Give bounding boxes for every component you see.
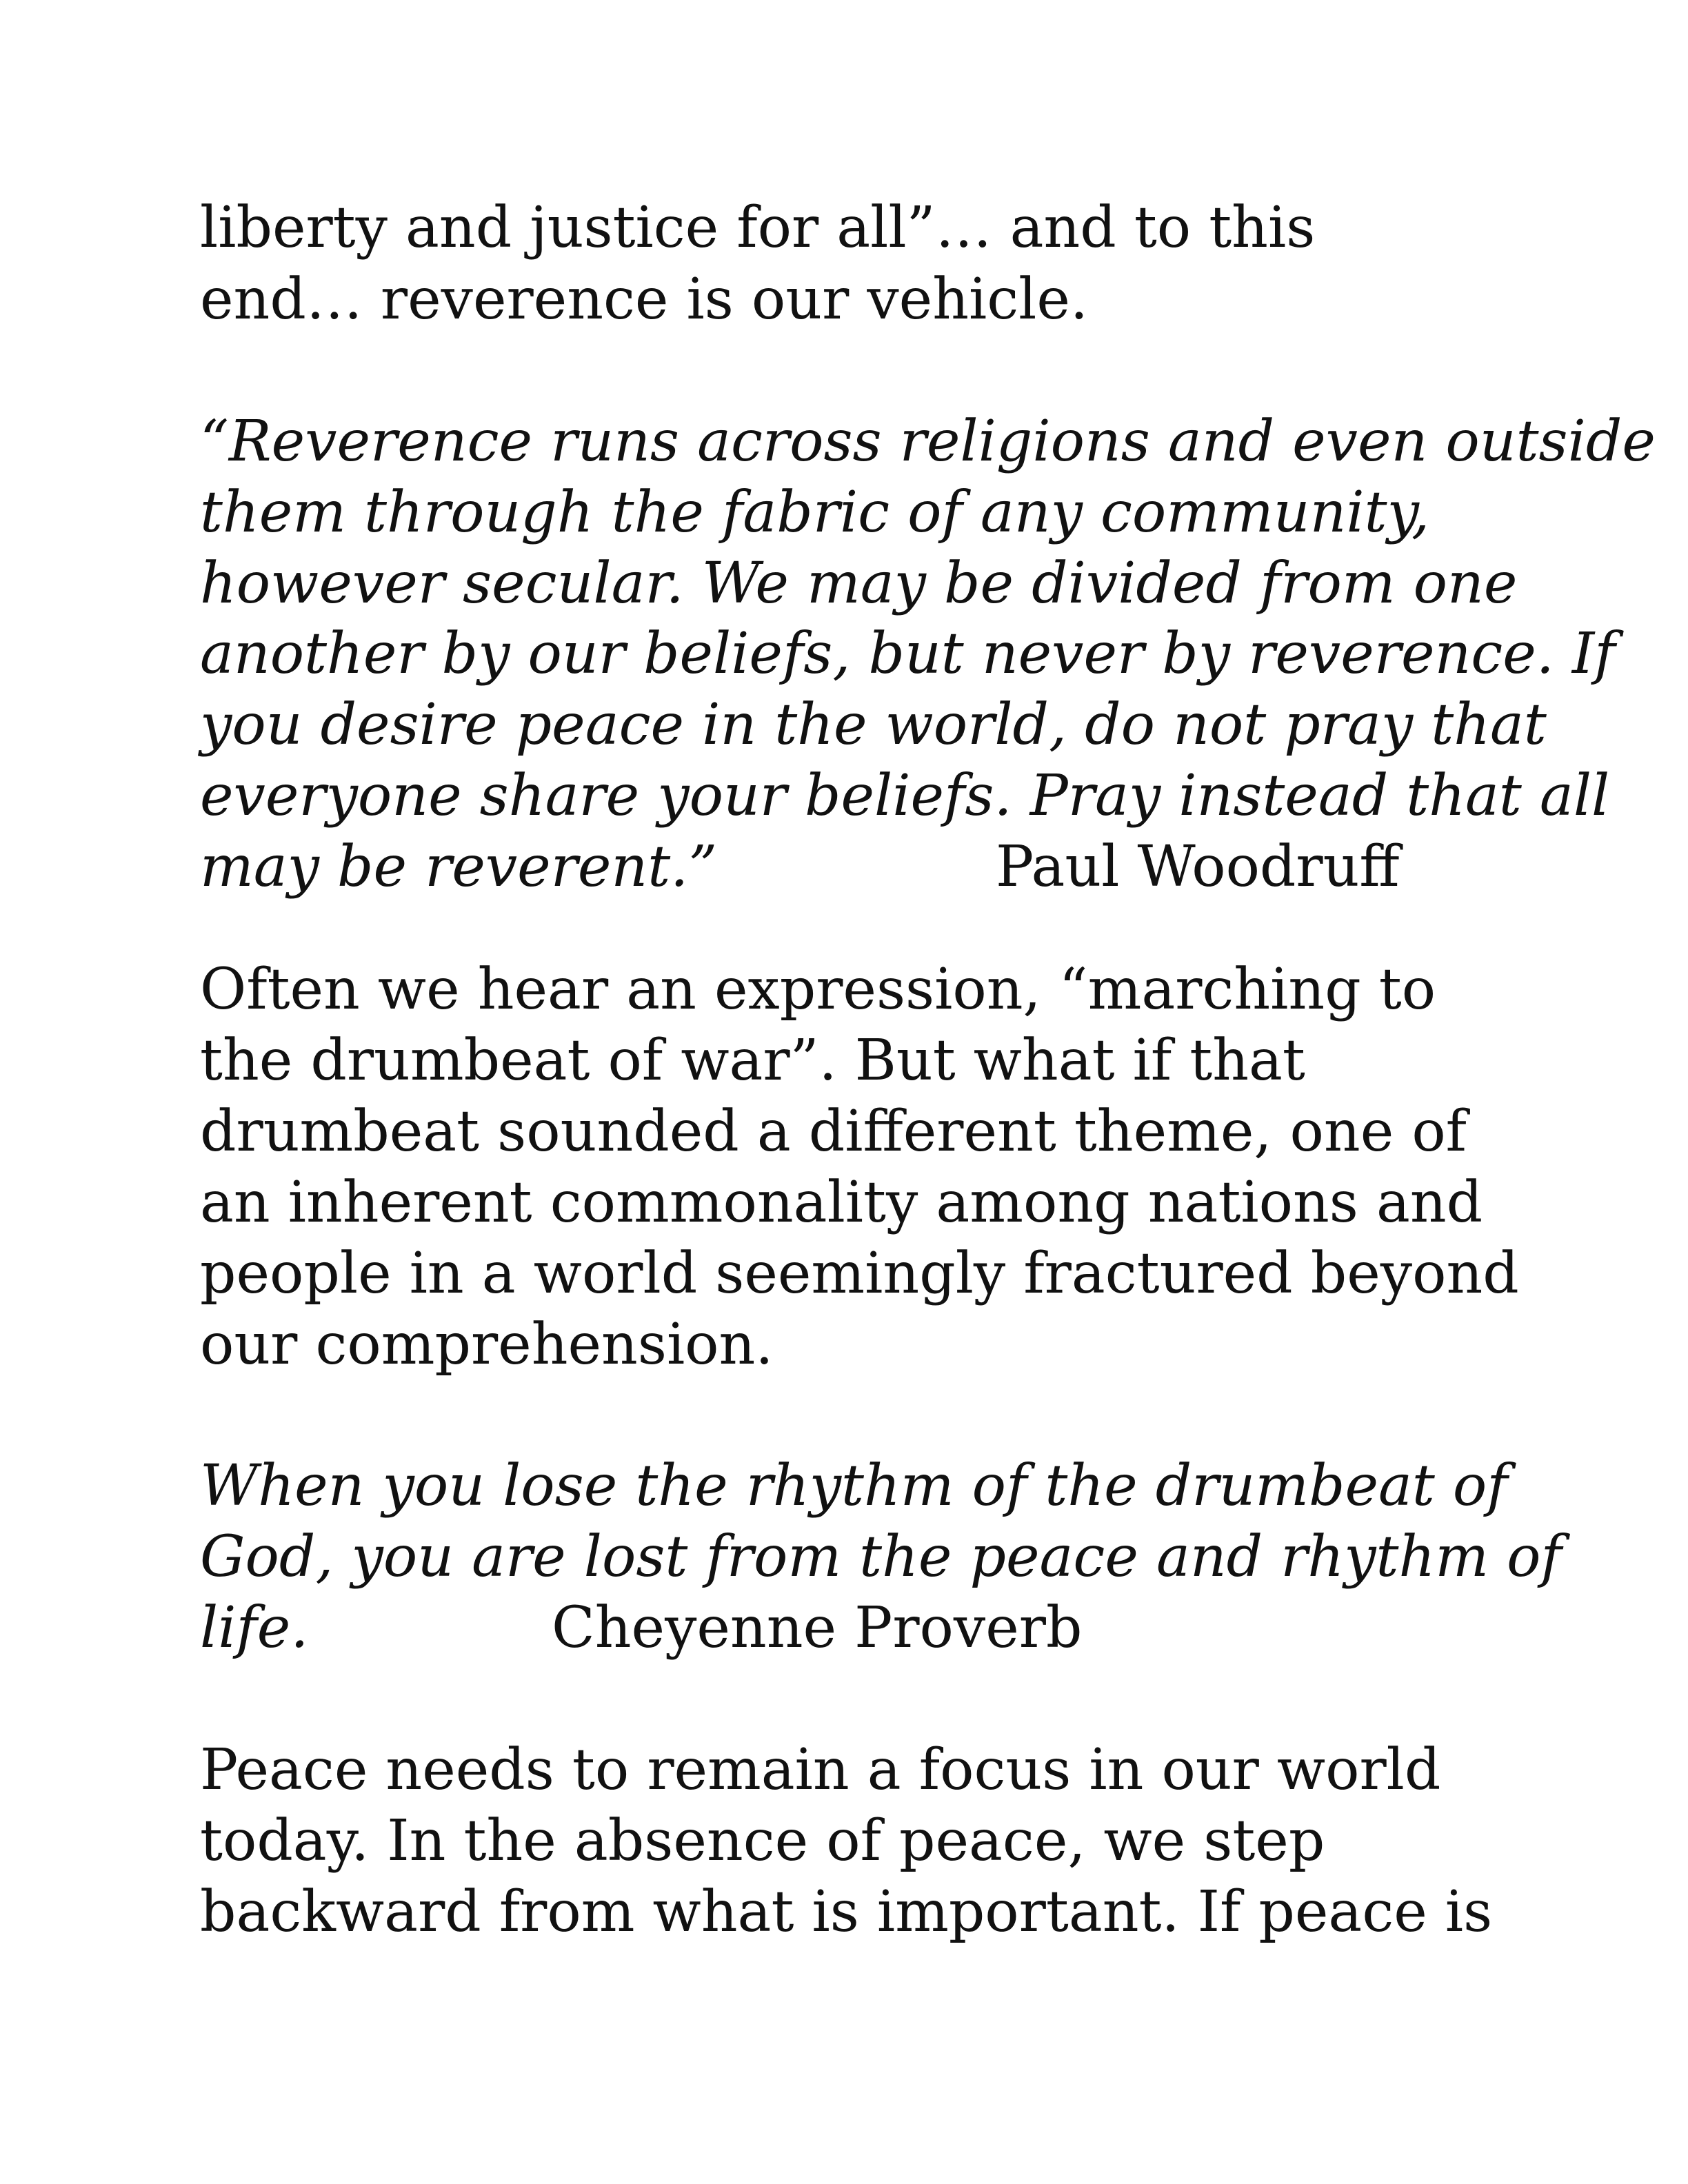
- quote-1-line-7: may be reverent.”: [200, 834, 718, 900]
- paragraph-1-line-1: liberty and justice for all”… and to this: [200, 195, 1316, 261]
- paragraph-1-line-2: end… reverence is our vehicle.: [200, 267, 1088, 332]
- quote-2-line-1: When you lose the rhythm of the drumbeat of: [200, 1453, 1508, 1519]
- paragraph-2-line-1: Often we hear an expression, “marching to: [200, 957, 1436, 1022]
- quote-1-line-6: everyone share your beliefs. Pray instead that all: [200, 763, 1610, 829]
- paragraph-2-line-5: people in a world seemingly fractured beyond: [200, 1241, 1519, 1306]
- quote-1-line-2: them through the fabric of any community,: [200, 480, 1430, 545]
- paragraph-2-line-6: our comprehension.: [200, 1312, 774, 1377]
- quote-2-attribution: Cheyenne Proverb: [552, 1595, 1083, 1661]
- quote-2-line-2: God, you are lost from the peace and rhythm of: [200, 1524, 1562, 1590]
- paragraph-2-line-2: the drumbeat of war”. But what if that: [200, 1028, 1305, 1093]
- quote-1-line-3: however secular. We may be divided from one: [200, 551, 1518, 616]
- quote-1-line-5: you desire peace in the world, do not pray that: [200, 692, 1547, 758]
- paragraph-2-line-4: an inherent commonality among nations and: [200, 1170, 1483, 1235]
- paragraph-3-line-1: Peace needs to remain a focus in our world: [200, 1737, 1441, 1803]
- paragraph-3-line-3: backward from what is important. If peace is: [200, 1879, 1493, 1945]
- paragraph-3-line-2: today. In the absence of peace, we step: [200, 1808, 1325, 1874]
- quote-2-line-3: life.: [200, 1595, 309, 1661]
- quote-1-attribution: Paul Woodruff: [996, 834, 1400, 900]
- paragraph-2-line-3: drumbeat sounded a different theme, one of: [200, 1099, 1467, 1164]
- quote-1-line-1: “Reverence runs across religions and even outside: [200, 409, 1656, 474]
- quote-1-line-4: another by our beliefs, but never by reverence. If: [200, 621, 1616, 687]
